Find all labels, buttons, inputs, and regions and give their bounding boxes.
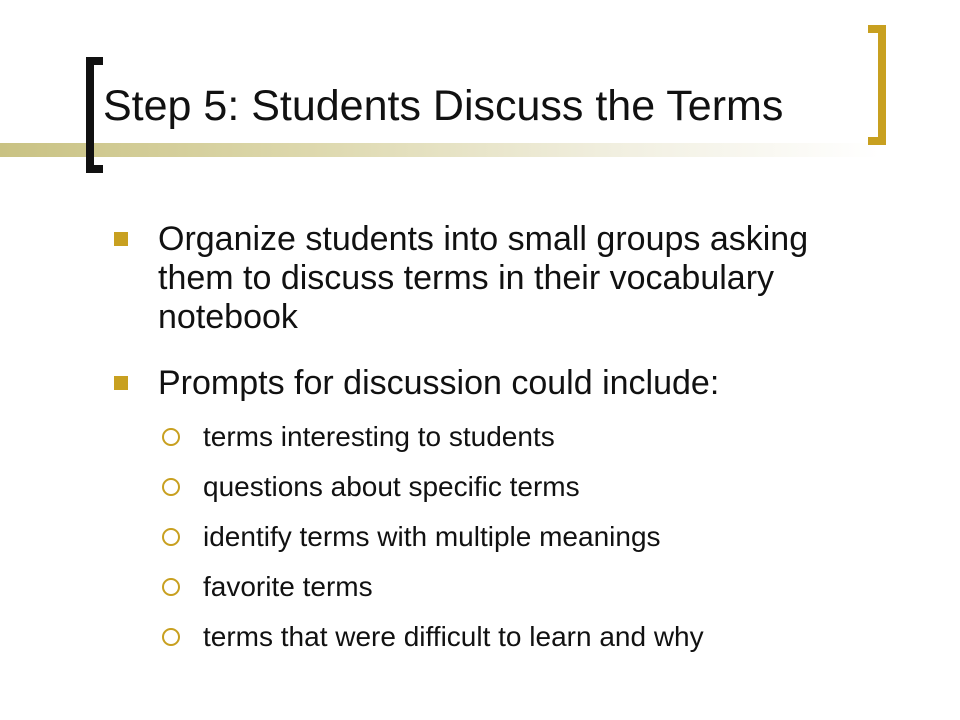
circle-bullet-icon xyxy=(160,576,182,598)
circle-bullet-icon xyxy=(160,426,182,448)
left-bracket-decoration xyxy=(86,57,103,173)
right-bracket-decoration xyxy=(868,25,886,145)
sub-bullet-multiple-meanings: identify terms with multiple meanings xyxy=(203,521,661,552)
circle-bullet-icon xyxy=(160,526,182,548)
sub-bullet-interesting-terms: terms interesting to students xyxy=(203,421,555,452)
square-bullet-icon xyxy=(114,232,128,246)
sub-bullet-questions-terms: questions about specific terms xyxy=(203,471,580,502)
bullet-prompts-discussion: Prompts for discussion could include: xyxy=(158,364,720,402)
bullet-organize-groups: Organize students into small groups asking them to discuss terms in their vocabulary notebook xyxy=(158,220,809,336)
sub-bullet-favorite-terms: favorite terms xyxy=(203,571,373,602)
slide-title: Step 5: Students Discuss the Terms xyxy=(103,82,784,130)
circle-bullet-icon xyxy=(160,626,182,648)
square-bullet-icon xyxy=(114,376,128,390)
circle-bullet-icon xyxy=(160,476,182,498)
sub-bullet-difficult-terms: terms that were difficult to learn and why xyxy=(203,621,704,652)
title-underline-bar xyxy=(0,143,880,157)
